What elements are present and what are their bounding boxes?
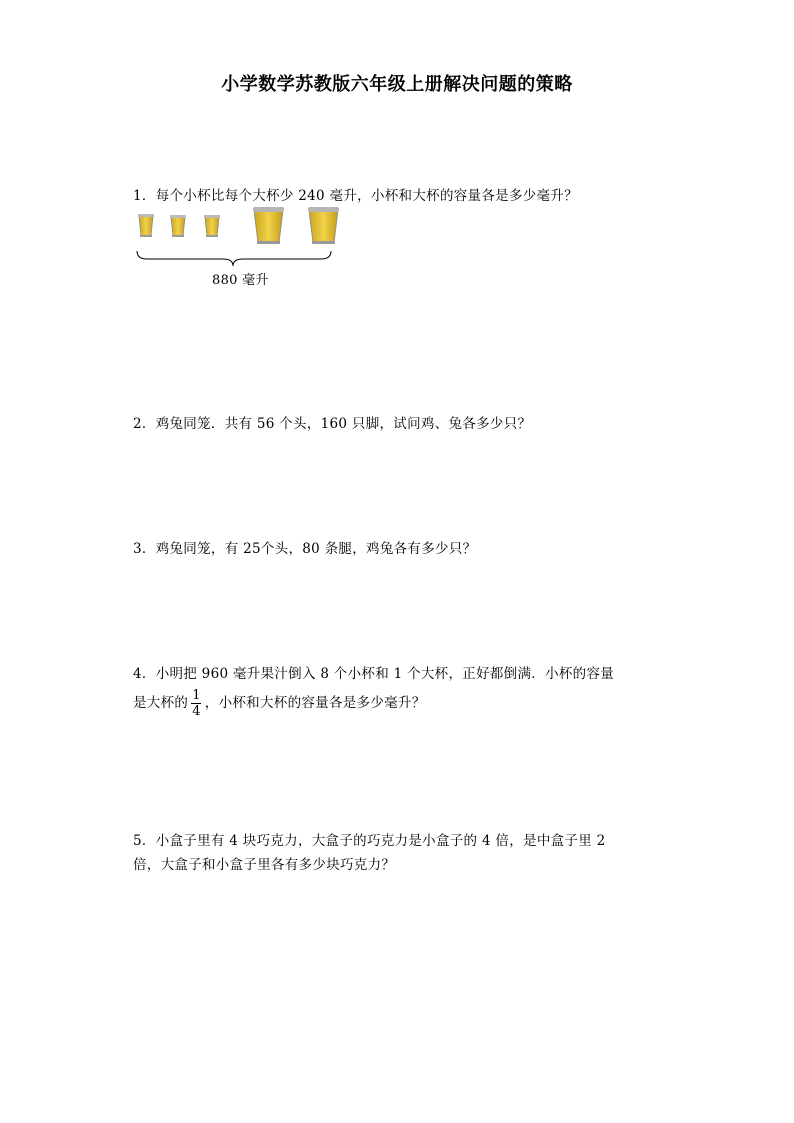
fraction-numerator: 1 — [192, 688, 201, 703]
small-cup-2 — [170, 215, 186, 237]
fraction-one-quarter — [190, 688, 203, 719]
small-cup-1 — [138, 214, 154, 237]
question-4 — [133, 662, 673, 719]
question-4-line-2-after: ，小杯和大杯的容量各是多少毫升？ — [204, 695, 426, 711]
question-1-text: 1．每个小杯比每个大杯少 240 毫升，小杯和大杯的容量各是多少毫升？ — [133, 188, 578, 204]
question-5 — [133, 829, 673, 877]
cups-illustration — [133, 205, 373, 275]
small-cup-3 — [204, 215, 220, 237]
page-title: 小学数学苏教版六年级上册解决问题的策略 — [221, 74, 573, 95]
question-5-line-1: 5．小盒子里有 4 块巧克力，大盒子的巧克力是小盒子的 4 倍，是中盒子里 2 — [133, 833, 606, 849]
question-5-line-2: 倍，大盒子和小盒子里各有多少块巧克力？ — [133, 857, 396, 873]
question-4-line-2-before: 是大杯的 — [133, 695, 189, 711]
question-3 — [133, 537, 673, 561]
question-2-text: 2．鸡兔同笼．共有 56 个头，160 只脚，试问鸡、兔各多少只？ — [133, 416, 532, 432]
large-cup-1 — [253, 207, 284, 244]
question-2 — [133, 412, 673, 436]
fraction-denominator: 4 — [192, 704, 201, 719]
large-cup-2 — [308, 207, 339, 244]
question-4-line-1: 4．小明把 960 毫升果汁倒入 8 个小杯和 1 个大杯，正好都倒满．小杯的容量 — [133, 666, 615, 682]
question-3-text: 3．鸡兔同笼，有 25个头，80 条腿，鸡兔各有多少只？ — [133, 541, 477, 557]
brace — [137, 251, 331, 266]
total-volume-label: 880 毫升 — [212, 273, 269, 288]
question-4-line-2 — [133, 688, 673, 719]
